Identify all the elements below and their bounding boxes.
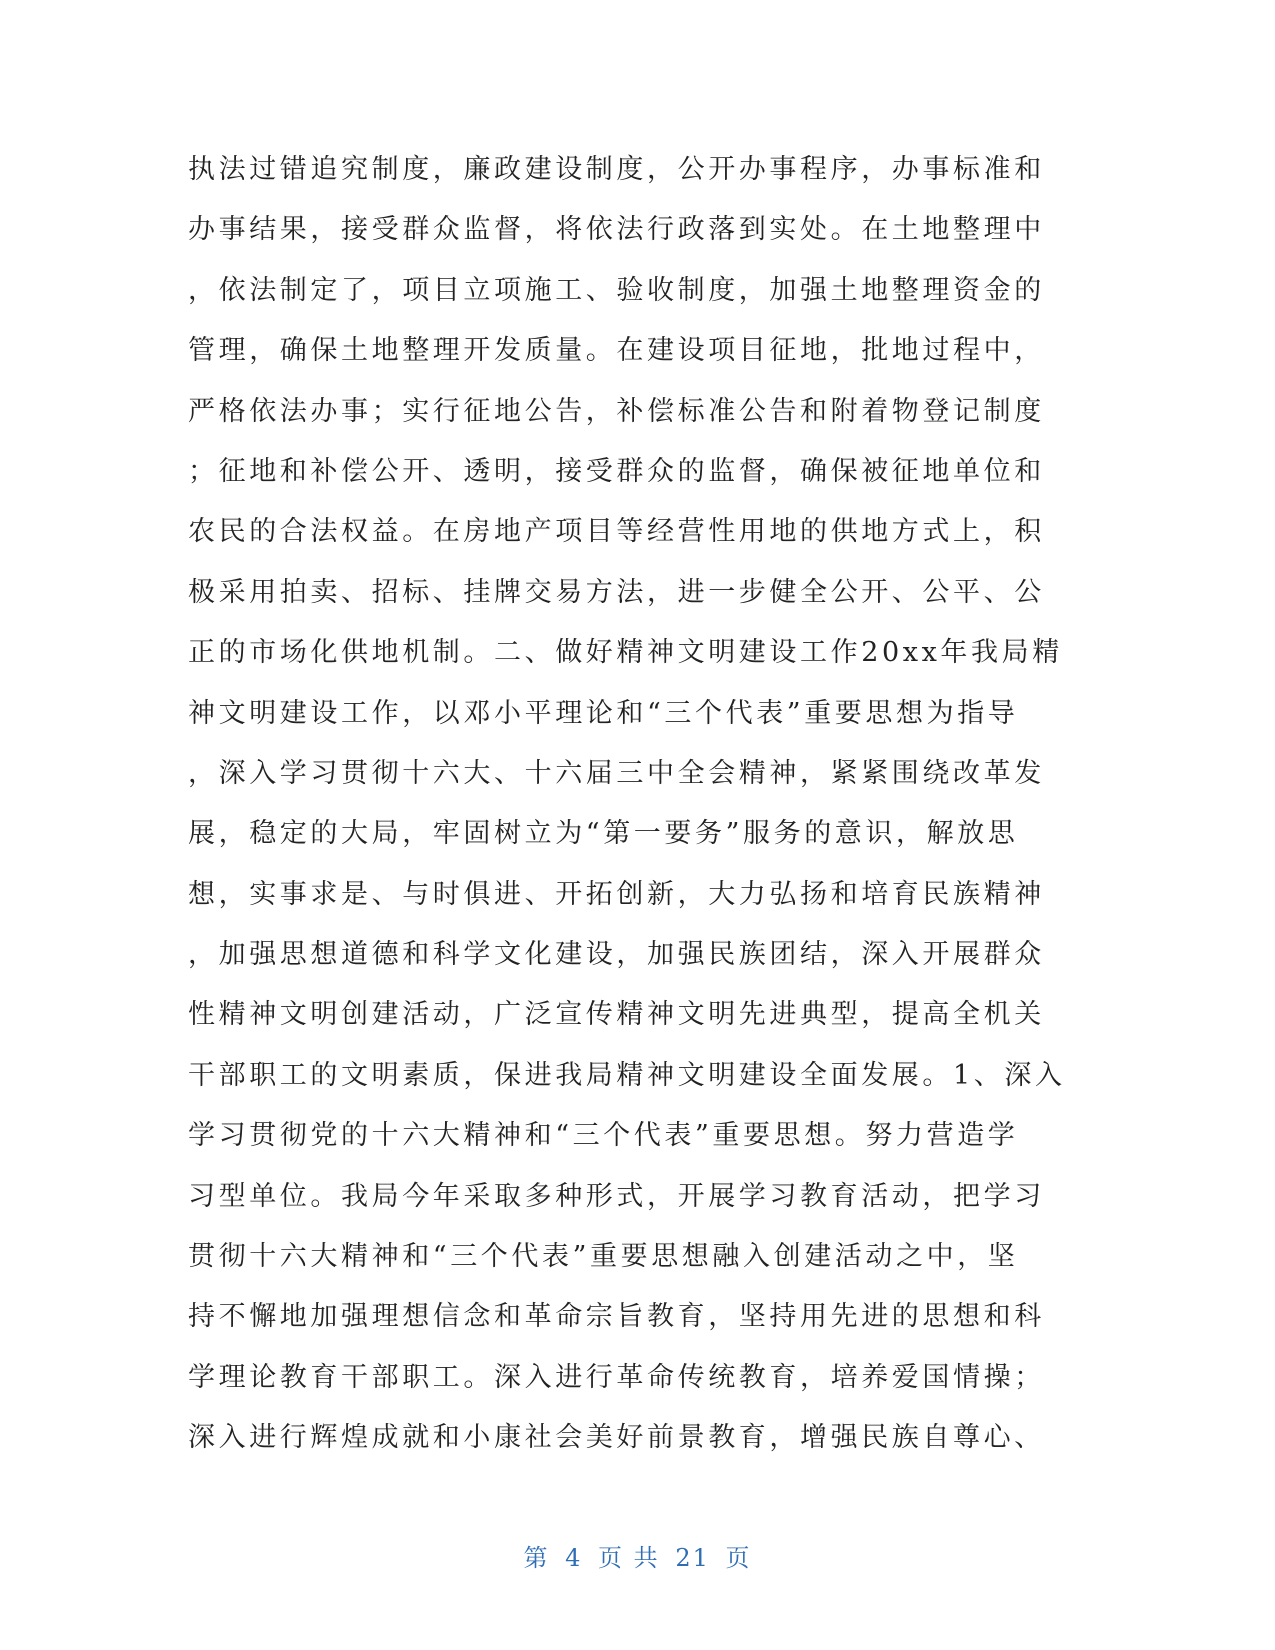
text-line: 正的市场化供地机制。二、做好精神文明建设工作20xx年我局精 (188, 637, 1063, 669)
footer-prefix: 第 (523, 1544, 550, 1572)
text-line: 严格依法办事；实行征地公告，补偿标准公告和附着物登记制度 (188, 395, 1045, 427)
text-line: ，加强思想道德和科学文化建设，加强民族团结，深入开展群众 (188, 939, 1045, 971)
text-line: 深入进行辉煌成就和小康社会美好前景教育，增强民族自尊心、 (188, 1422, 1045, 1454)
text-line: 办事结果，接受群众监督，将依法行政落到实处。在土地整理中 (188, 214, 1045, 246)
total-pages-number: 21 (675, 1544, 710, 1572)
text-line: 想，实事求是、与时俱进、开拓创新，大力弘扬和培育民族精神 (188, 878, 1045, 910)
text-line: 农民的合法权益。在房地产项目等经营性用地的供地方式上，积 (188, 516, 1045, 548)
text-line: 执法过错追究制度，廉政建设制度，公开办事程序，办事标准和 (188, 154, 1045, 185)
text-line: ；征地和补偿公开、透明，接受群众的监督，确保被征地单位和 (188, 455, 1045, 487)
text-line: 干部职工的文明素质，保进我局精神文明建设全面发展。1、深入 (188, 1059, 1066, 1091)
text-line: ，深入学习贯彻十六大、十六届三中全会精神，紧紧围绕改革发 (188, 757, 1045, 789)
text-line: 学理论教育干部职工。深入进行革命传统教育，培养爱国情操； (188, 1361, 1045, 1393)
footer-suffix: 页 (725, 1544, 752, 1572)
text-line: 贯彻十六大精神和“三个代表”重要思想融入创建活动之中，坚 (188, 1241, 1019, 1273)
footer-middle: 页 共 (598, 1544, 660, 1572)
text-line: 持不懈地加强理想信念和革命宗旨教育，坚持用先进的思想和科 (188, 1301, 1045, 1333)
text-line: 习型单位。我局今年采取多种形式，开展学习教育活动，把学习 (188, 1180, 1045, 1212)
text-line: 学习贯彻党的十六大精神和“三个代表”重要思想。努力营造学 (188, 1120, 1019, 1152)
text-line: 展，稳定的大局，牢固树立为“第一要务”服务的意识，解放思 (188, 818, 1019, 850)
body-text (188, 140, 1088, 1469)
text-line: 极采用拍卖、招标、挂牌交易方法，进一步健全公开、公平、公 (188, 576, 1045, 608)
page-footer (0, 1538, 1275, 1573)
current-page-number: 4 (565, 1544, 583, 1572)
text-line: ，依法制定了，项目立项施工、验收制度，加强土地整理资金的 (188, 274, 1045, 306)
text-line: 神文明建设工作，以邓小平理论和“三个代表”重要思想为指导 (188, 697, 1019, 729)
text-line: 性精神文明创建活动，广泛宣传精神文明先进典型，提高全机关 (188, 999, 1045, 1031)
text-line: 管理，确保土地整理开发质量。在建设项目征地，批地过程中， (188, 335, 1045, 367)
